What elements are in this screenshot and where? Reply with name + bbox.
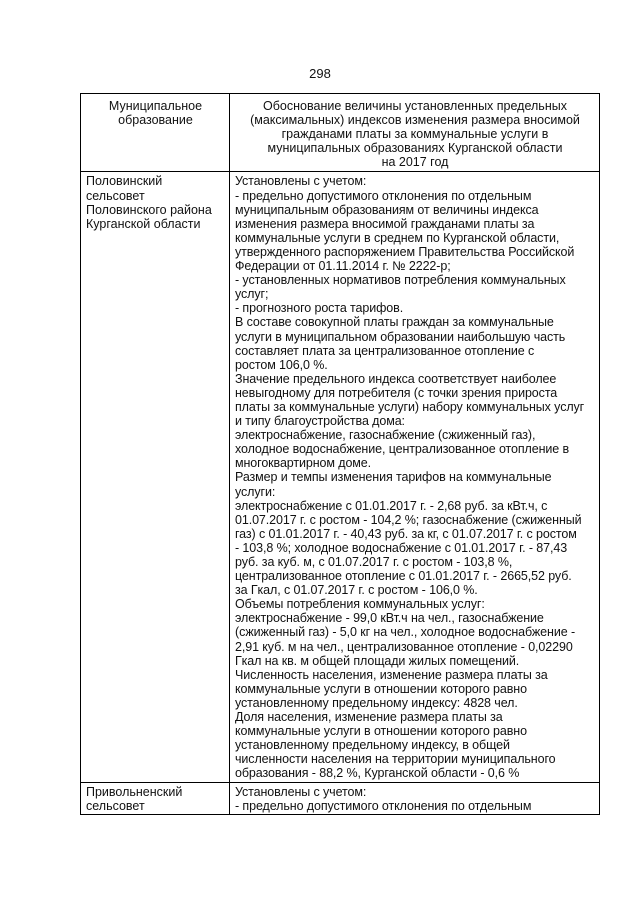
page-number: 298 <box>309 66 331 81</box>
table-row <box>81 172 600 782</box>
municipality-cell: Привольненский сельсовет <box>81 782 230 814</box>
justification-cell: Установлены с учетом: - предельно допустимого отклонения по отдельным муниципальным образованиям от величины индекса изменения размера вносимой гражданами платы за коммунальные услуги в среднем по Курганской области, утвержденного распоряжением Правительства Российской Федерации от 01.11.2014 г. № 2222-р; - установленных нормативов потребления коммунальных услуг; - прогнозного роста тарифов. В составе совокупной платы граждан за коммунальные услуги в муниципальном образовании наибольшую часть составляет плата за централизованное отопление с ростом 106,0 %. Значение предельного индекса соответствует наиболее невыгодному для потребителя (с точки зрения прироста платы за коммунальные услуги) набору коммунальных услуг и типу благоустройства дома: электроснабжение, газоснабжение (сжиженный газ), холодное водоснабжение, централизованное отопление в многоквартирном доме. Размер и темпы изменения тарифов на коммунальные услуги: электроснабжение с 01.01.2017 г. - 2,68 руб. за кВт.ч, с 01.07.2017 г. с ростом - 104,2 %; газоснабжение (сжиженный газ) с 01.01.2017 г. - 40,43 руб. за кг, с 01.07.2017 г. с ростом - 103,8 %; холодное водоснабжение с 01.01.2017 г. - 87,43 руб. за куб. м, с 01.07.2017 г. с ростом - 103,8 %, централизованное отопление с 01.01.2017 г. - 2665,52 руб. за Гкал, с 01.07.2017 г. с ростом - 106,0 %. Объемы потребления коммунальных услуг: электроснабжение - 99,0 кВт.ч на чел., газоснабжение (сжиженный газ) - 5,0 кг на чел., холодное водоснабжение - 2,91 куб. м на чел., централизованное отопление - 0,02290 Гкал на кв. м общей площади жилых помещений. Численность населения, изменение размера платы за коммунальные услуги в отношении которого равно установленному предельному индексу: 4828 чел. Доля населения, изменение размера платы за коммунальные услуги в отношении которого равно установленному предельному индексу, в общей численности населения на территории муниципального образования - 88,2 %, Курганской области - 0,6 % <box>230 172 600 782</box>
justification-cell: Установлены с учетом: - предельно допустимого отклонения по отдельным <box>230 782 600 814</box>
header-municipality: Муниципальное образование <box>81 94 230 172</box>
table-row <box>81 782 600 814</box>
table-header-row <box>81 94 600 172</box>
municipality-cell: Половинский сельсовет Половинского района Курганской области <box>81 172 230 782</box>
justification-table <box>80 93 600 815</box>
header-justification: Обоснование величины установленных предельных (максимальных) индексов изменения размера вносимой гражданами платы за коммунальные услуги в муниципальных образованиях Курганской области на 2017 год <box>230 94 600 172</box>
